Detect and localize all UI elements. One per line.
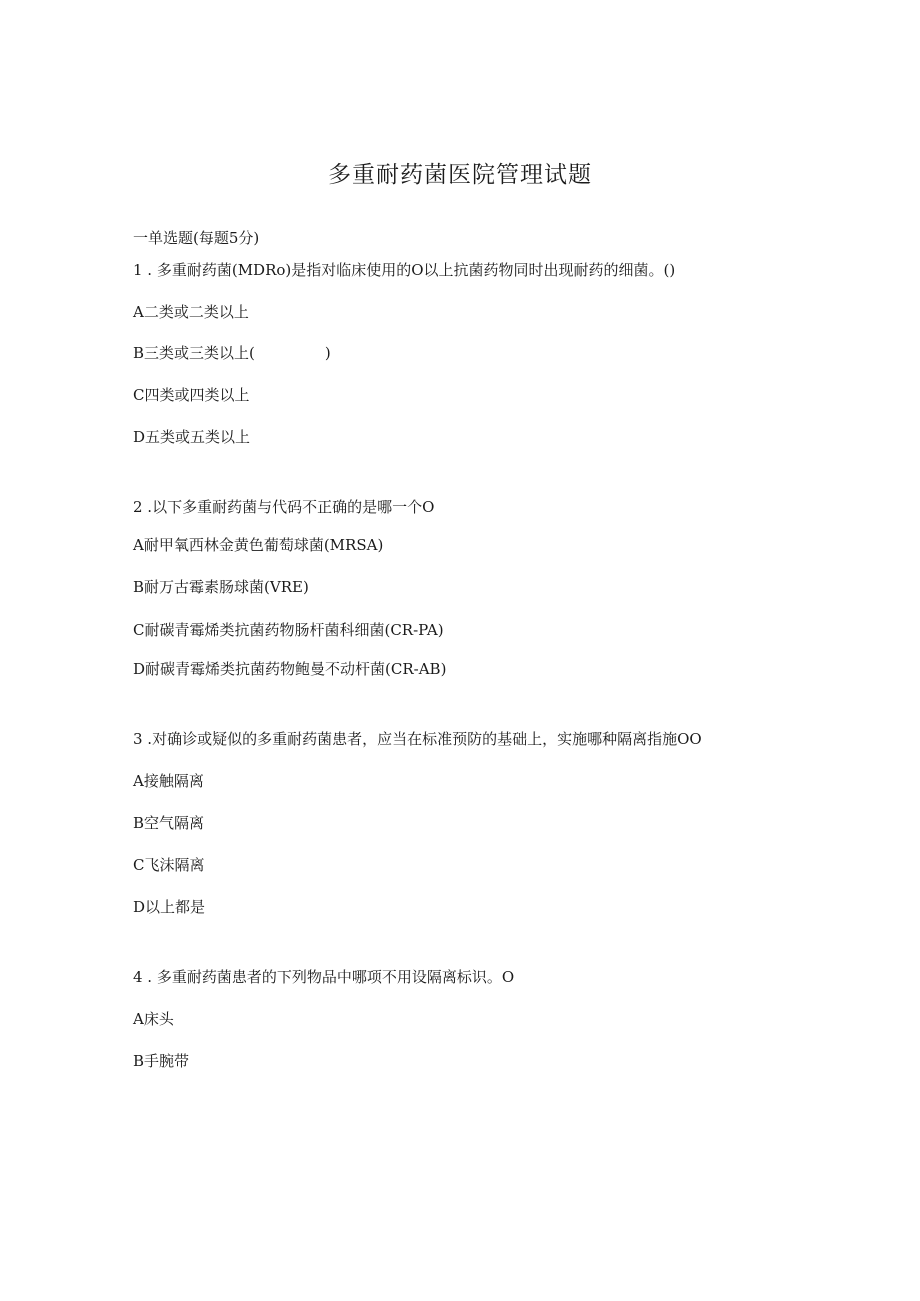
question-1-option-a: A二类或二类以上 [133, 303, 249, 321]
page-title: 多重耐药菌医院管理试题 [328, 162, 592, 188]
question-3-option-b: B空气隔离 [133, 814, 205, 832]
question-4-option-b: B手腕带 [133, 1052, 190, 1070]
question-2-option-a: A耐甲氧西林金黄色葡萄球菌(MRSA) [133, 536, 384, 554]
question-1-option-b-close: ) [324, 344, 331, 362]
question-3-option-d: D以上都是 [133, 898, 206, 916]
question-2-option-b: B耐万古霉素肠球菌(VRE) [133, 578, 309, 596]
section-heading: 一单选题(每题5分) [133, 229, 260, 247]
question-1-option-b-text: B三类或三类以上( [133, 344, 255, 362]
question-3-option-a: A接触隔离 [133, 772, 204, 790]
question-1-stem: 1 . 多重耐药菌(MDRo)是指对临床使用的O以上抗菌药物同时出现耐药的细菌。() [133, 261, 676, 279]
question-1-option-d: D五类或五类以上 [133, 428, 251, 446]
question-4-option-a: A床头 [133, 1010, 174, 1028]
question-2-option-d: D耐碳青霉烯类抗菌药物鲍曼不动杆菌(CR-AB) [133, 660, 447, 678]
question-1-option-c: C四类或四类以上 [133, 386, 250, 404]
question-2-stem: 2 .以下多重耐药菌与代码不正确的是哪一个O [133, 498, 435, 516]
question-4-stem: 4 . 多重耐药菌患者的下列物品中哪项不用设隔离标识。O [133, 968, 515, 986]
question-3-option-c: C飞沫隔离 [133, 856, 205, 874]
question-1-option-b [133, 343, 331, 363]
question-3-stem: 3 .对确诊或疑似的多重耐药菌患者，应当在标准预防的基础上，实施哪种隔离指施OO [133, 730, 702, 748]
question-2-option-c: C耐碳青霉烯类抗菌药物肠杆菌科细菌(CR-PA) [133, 621, 444, 639]
